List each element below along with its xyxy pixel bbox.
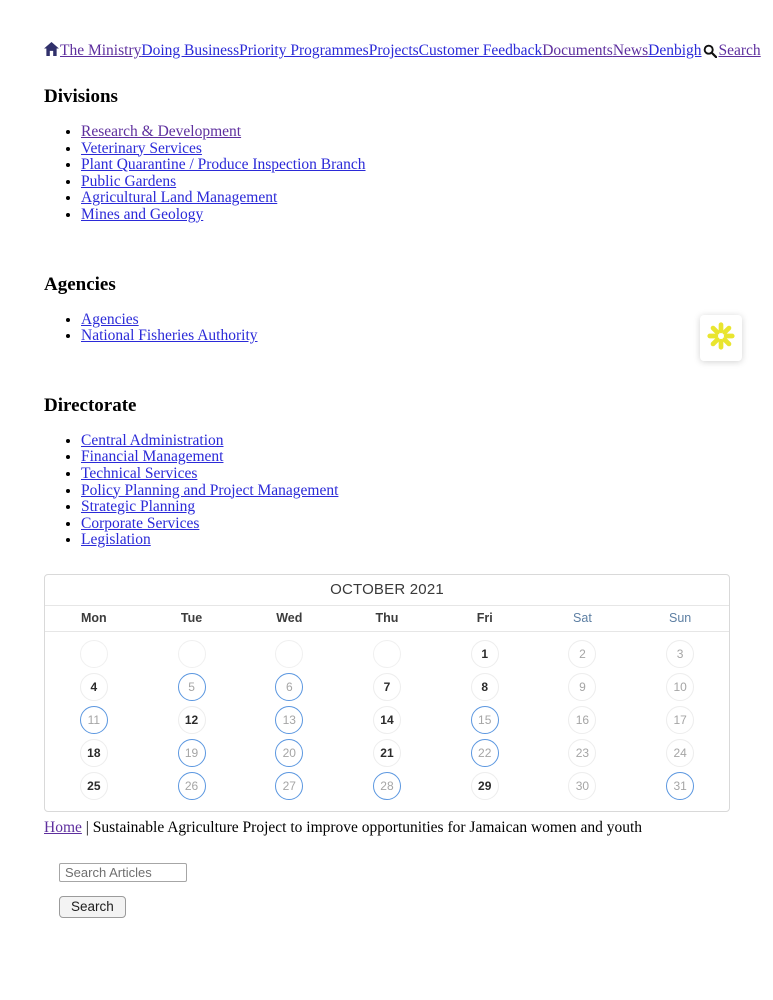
link-research-and-development[interactable]: Research & Development <box>81 123 242 140</box>
calendar-day-5[interactable]: 5 <box>178 673 206 701</box>
calendar-week-row <box>45 704 729 737</box>
calendar-day-17: 17 <box>666 706 694 734</box>
nav-link-the-ministry[interactable]: The Ministry <box>60 42 142 59</box>
calendar-dayname-fri: Fri <box>476 610 493 625</box>
calendar-day-31[interactable]: 31 <box>666 772 694 800</box>
calendar-cell <box>338 638 436 671</box>
calendar-day-30: 30 <box>568 772 596 800</box>
calendar-cell <box>534 704 632 737</box>
calendar-cell <box>143 770 241 803</box>
nav-link-priority-programmes[interactable]: Priority Programmes <box>239 42 369 59</box>
calendar-cell <box>240 704 338 737</box>
calendar-day-22[interactable]: 22 <box>471 739 499 767</box>
section-title-agencies: Agencies <box>44 273 116 295</box>
calendar-day-1: 1 <box>471 640 499 668</box>
link-corporate-services[interactable]: Corporate Services <box>81 514 200 532</box>
calendar-day-2: 2 <box>568 640 596 668</box>
section-list-directorate <box>44 433 730 549</box>
link-technical-services[interactable]: Technical Services <box>81 464 198 482</box>
calendar-cell <box>143 737 241 770</box>
calendar-cell <box>534 770 632 803</box>
calendar-day-9: 9 <box>568 673 596 701</box>
link-agencies[interactable]: Agencies <box>81 310 139 328</box>
link-policy-planning-and-project-management[interactable]: Policy Planning and Project Management <box>81 481 339 499</box>
link-plant-quarantine-produce-inspection-branch[interactable]: Plant Quarantine / Produce Inspection Branch <box>81 156 366 174</box>
search-articles-button[interactable]: Search <box>59 896 126 918</box>
list-item <box>81 433 730 450</box>
list-item <box>81 516 730 533</box>
calendar-cell <box>240 638 338 671</box>
calendar-cell <box>45 638 143 671</box>
calendar-day-18: 18 <box>80 739 108 767</box>
calendar-cell <box>534 638 632 671</box>
section-list-divisions <box>44 124 730 224</box>
calendar-cell <box>45 737 143 770</box>
calendar-cell <box>143 638 241 671</box>
section-title-divisions: Divisions <box>44 86 118 107</box>
list-item <box>81 499 730 516</box>
calendar-dayname-sun: Sun <box>669 610 692 625</box>
asterisk-flower-icon <box>706 321 736 356</box>
calendar-cell <box>534 671 632 704</box>
events-calendar <box>44 574 730 812</box>
calendar-day-14: 14 <box>373 706 401 734</box>
calendar-cell <box>338 671 436 704</box>
section-spacer <box>44 345 730 371</box>
calendar-day-empty <box>275 640 303 668</box>
nav-link-news[interactable]: News <box>612 42 649 59</box>
search-icon[interactable] <box>703 44 717 62</box>
calendar-cell <box>240 770 338 803</box>
calendar-dayname-sat: Sat <box>573 610 592 625</box>
list-item <box>81 174 730 191</box>
calendar-dayname-wed: Wed <box>276 610 303 625</box>
calendar-day-11[interactable]: 11 <box>80 706 108 734</box>
calendar-cell <box>436 770 534 803</box>
calendar-cell <box>45 704 143 737</box>
calendar-day-19[interactable]: 19 <box>178 739 206 767</box>
calendar-cell <box>143 671 241 704</box>
list-item <box>81 532 730 549</box>
calendar-month-title: OCTOBER 2021 <box>45 575 729 606</box>
calendar-day-28[interactable]: 28 <box>373 772 401 800</box>
nav-link-projects[interactable]: Projects <box>368 42 419 59</box>
floating-widget-button[interactable] <box>700 315 742 361</box>
calendar-cell <box>436 671 534 704</box>
calendar-day-7: 7 <box>373 673 401 701</box>
list-item <box>81 190 730 207</box>
calendar-dayname-thu: Thu <box>375 610 399 625</box>
calendar-week-row <box>45 737 729 770</box>
calendar-day-3: 3 <box>666 640 694 668</box>
breadcrumb-separator: | <box>85 818 89 836</box>
calendar-day-23: 23 <box>568 739 596 767</box>
section-title-directorate: Directorate <box>44 394 137 416</box>
link-legislation[interactable]: Legislation <box>81 531 151 549</box>
link-strategic-planning[interactable]: Strategic Planning <box>81 498 196 516</box>
calendar-day-29: 29 <box>471 772 499 800</box>
calendar-cell <box>631 770 729 803</box>
list-item <box>81 141 730 158</box>
calendar-cell <box>338 737 436 770</box>
breadcrumb <box>44 819 730 837</box>
calendar-day-27[interactable]: 27 <box>275 772 303 800</box>
link-financial-management[interactable]: Financial Management <box>81 448 224 466</box>
nav-link-denbigh[interactable]: Denbigh <box>648 42 702 59</box>
calendar-day-4: 4 <box>80 673 108 701</box>
calendar-day-15[interactable]: 15 <box>471 706 499 734</box>
calendar-grid <box>45 632 729 811</box>
nav-link-documents[interactable]: Documents <box>542 42 613 59</box>
calendar-day-21: 21 <box>373 739 401 767</box>
home-link[interactable]: Home <box>44 818 82 836</box>
calendar-day-headers <box>45 606 729 632</box>
calendar-cell <box>436 638 534 671</box>
sections-area <box>44 86 730 549</box>
link-central-administration[interactable]: Central Administration <box>81 431 224 449</box>
list-item <box>81 157 730 174</box>
calendar-day-20[interactable]: 20 <box>275 739 303 767</box>
calendar-cell <box>631 704 729 737</box>
calendar-cell <box>143 704 241 737</box>
calendar-dayname-tue: Tue <box>180 610 203 625</box>
section-spacer <box>44 224 730 250</box>
calendar-week-row <box>45 671 729 704</box>
calendar-cell <box>436 704 534 737</box>
link-public-gardens[interactable]: Public Gardens <box>81 172 177 190</box>
nav-link-search[interactable]: Search <box>718 42 761 59</box>
calendar-cell <box>534 737 632 770</box>
calendar-cell <box>240 671 338 704</box>
calendar-cell <box>338 770 436 803</box>
calendar-day-26[interactable]: 26 <box>178 772 206 800</box>
list-item <box>81 483 730 500</box>
calendar-day-empty <box>80 640 108 668</box>
list-item <box>81 124 730 141</box>
calendar-day-12: 12 <box>178 706 206 734</box>
list-item <box>81 449 730 466</box>
calendar-week-row <box>45 770 729 803</box>
nav-links <box>60 42 702 59</box>
list-item <box>81 328 730 345</box>
list-item <box>81 466 730 483</box>
calendar-day-24: 24 <box>666 739 694 767</box>
nav-link-customer-feedback[interactable]: Customer Feedback <box>418 42 543 59</box>
section-list-agencies <box>44 312 730 345</box>
calendar-day-8: 8 <box>471 673 499 701</box>
calendar-week-row <box>45 638 729 671</box>
calendar-day-empty <box>178 640 206 668</box>
main-nav <box>44 42 761 62</box>
calendar-day-10: 10 <box>666 673 694 701</box>
calendar-cell <box>631 638 729 671</box>
calendar-day-empty <box>373 640 401 668</box>
calendar-cell <box>45 770 143 803</box>
calendar-cell <box>45 671 143 704</box>
calendar-cell <box>338 704 436 737</box>
calendar-day-25: 25 <box>80 772 108 800</box>
link-veterinary-services[interactable]: Veterinary Services <box>81 139 202 157</box>
calendar-day-16: 16 <box>568 706 596 734</box>
calendar-cell <box>631 671 729 704</box>
list-item <box>81 312 730 329</box>
list-item <box>81 207 730 224</box>
search-articles-input[interactable] <box>59 863 187 882</box>
calendar-cell <box>240 737 338 770</box>
calendar-cell <box>436 737 534 770</box>
link-agricultural-land-management[interactable]: Agricultural Land Management <box>81 189 278 207</box>
calendar-dayname-mon: Mon <box>81 610 107 625</box>
home-icon[interactable] <box>44 42 59 61</box>
calendar-day-6[interactable]: 6 <box>275 673 303 701</box>
page-tagline: Sustainable Agriculture Project to improve opportunities for Jamaican women and youth <box>92 818 643 836</box>
link-mines-and-geology[interactable]: Mines and Geology <box>81 205 204 223</box>
link-national-fisheries-authority[interactable]: National Fisheries Authority <box>81 327 258 345</box>
calendar-day-13[interactable]: 13 <box>275 706 303 734</box>
nav-link-doing-business[interactable]: Doing Business <box>141 42 240 59</box>
calendar-cell <box>631 737 729 770</box>
